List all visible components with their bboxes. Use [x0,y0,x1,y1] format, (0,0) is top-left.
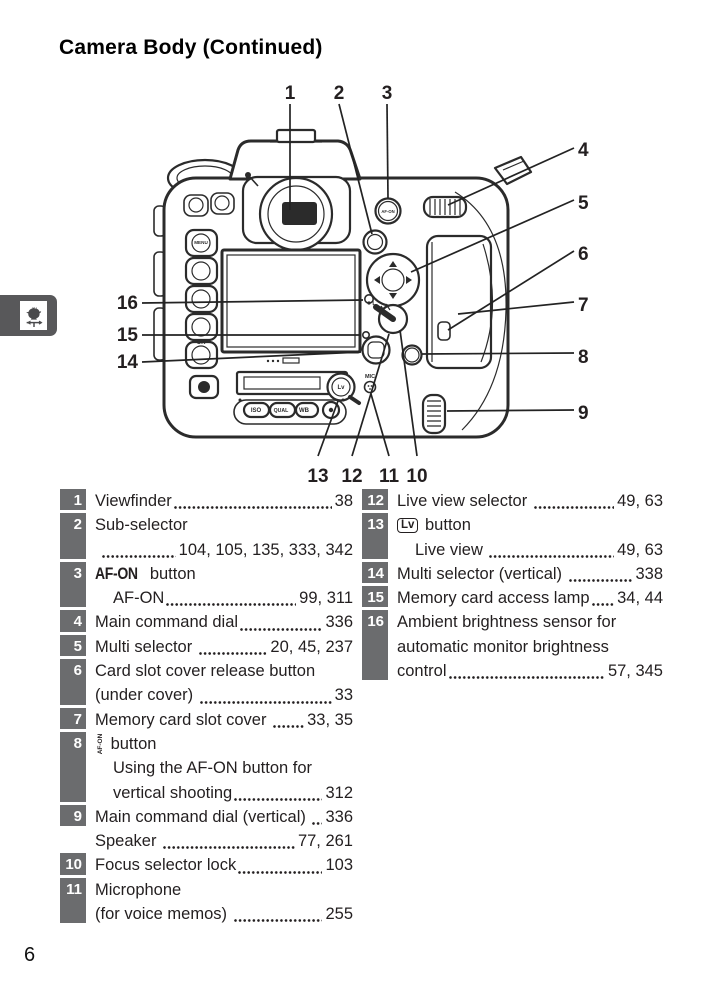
page-reference: 336 [325,807,354,826]
part-item [362,562,663,586]
part-text [388,489,663,513]
part-label: button [420,516,471,535]
dot-leader [569,579,633,582]
part-label: Focus selector lock [95,856,237,875]
part-item [362,610,663,683]
page-reference: 338 [635,564,663,583]
part-number-badge: 2 [60,513,86,559]
part-number-badge: 7 [60,708,86,729]
part-item [60,659,353,708]
part-text [388,586,663,610]
part-line [95,659,353,683]
part-line [95,732,353,756]
diagram-button-label: MENU [194,240,208,245]
part-label: Using the AF-ON button for [113,759,313,778]
part-number-badge: 3 [60,562,86,608]
part-label: button [145,564,196,583]
callout-number: 16 [116,293,138,314]
part-label: Multi selector [95,637,197,656]
page-reference: 103 [325,856,353,875]
part-label: Live view selector [397,492,532,510]
part-item [60,635,353,659]
callout-number: 8 [578,347,589,368]
part-label: Ambient brightness sensor for [397,613,617,632]
badge-column [60,513,86,562]
callout-number: 1 [284,83,296,104]
part-item [60,513,353,562]
diagram-button-label: OK [196,340,206,346]
part-label: Card slot cover release button [95,662,316,681]
page-reference: 57, 345 [607,662,663,681]
dot-leader [102,555,176,558]
badge-column [60,610,86,634]
badge-column [60,489,86,513]
dot-leader [163,846,295,849]
part-number-badge: 12 [362,489,388,510]
part-line [397,635,663,659]
part-text [86,805,353,829]
page-reference: 99, 311 [299,589,353,608]
part-item [60,732,353,805]
callout-number: 13 [307,466,329,487]
af-on-vertical-icon: AF-ON [96,733,104,755]
dot-leader [199,652,268,655]
part-item [60,829,353,853]
callout-number: 3 [381,83,393,104]
part-label: (for voice memos) [95,905,232,924]
part-label: Memory card slot cover [95,710,272,729]
page-number: 6 [24,944,36,966]
callout-number: 2 [333,83,345,104]
callout-number: 7 [578,295,589,316]
part-label: vertical shooting [113,783,233,802]
part-label: control [397,662,447,681]
dot-leader [449,676,605,679]
page-reference: 104, 105, 135, 333, 342 [178,540,353,559]
callout-number: 14 [116,352,138,373]
part-label: button [106,734,157,753]
part-text [388,610,663,683]
dot-leader [166,603,296,606]
part-item [60,805,353,829]
weathervane-icon [20,301,47,330]
badge-column [60,562,86,611]
page-reference: 20, 45, 237 [270,637,353,656]
part-number-badge: 10 [60,853,86,874]
part-number-badge: 14 [362,562,388,583]
part-text [86,829,353,853]
page-reference: 34, 44 [617,589,663,608]
page-reference: 336 [325,613,353,632]
part-number-badge: 5 [60,635,86,656]
page-reference: 49, 63 [617,492,663,510]
part-label: Speaker [95,832,162,851]
badge-column [362,513,388,562]
page-reference: 77, 261 [297,832,353,851]
page-reference: 255 [325,905,353,924]
parts-list-right-column [362,489,663,683]
parts-list-left-column [60,489,353,926]
part-item [60,878,353,927]
diagram-button-label: WB [299,408,309,414]
part-text [86,708,353,732]
part-number-badge: 8 [60,732,86,802]
badge-spacer [60,829,86,850]
dot-leader [592,603,615,606]
part-item [60,708,353,732]
part-label: Memory card access lamp [397,589,590,608]
part-line [95,538,353,562]
dot-leader [489,555,614,558]
part-text [388,562,663,586]
part-number-badge: 11 [60,878,86,924]
part-line [95,489,353,513]
part-line [95,902,353,926]
part-label: automatic monitor brightness [397,637,609,656]
diagram-button-label: MIC [364,374,376,380]
part-label: AF-ON [113,589,165,608]
part-text [388,513,663,562]
part-line [397,659,663,683]
dot-leader [312,822,322,825]
lv-button-icon: Lv [397,518,418,533]
part-line [95,708,353,732]
part-text [86,635,353,659]
diagram-button-label: QUAL [273,408,289,414]
page-title: Camera Body (Continued) [59,36,323,59]
part-number-badge: 6 [60,659,86,705]
part-line [397,489,663,513]
dot-leader [273,725,304,728]
part-number-badge: 9 [60,805,86,826]
part-label: Main command dial [95,613,239,632]
part-item [362,586,663,610]
part-line [397,610,663,634]
part-line [397,562,663,586]
dot-leader [234,798,322,801]
badge-column [362,586,388,610]
af-on-bold-label: AF-ON [95,564,138,583]
page-reference: 38 [334,492,353,510]
page-reference: 49, 63 [617,540,663,559]
dot-leader [534,506,614,509]
diagram-button-label: Lv [337,385,345,391]
part-text [86,659,353,708]
part-line [95,781,353,805]
page-reference: 312 [325,783,353,802]
part-number-badge: 1 [60,489,86,510]
part-item [60,562,353,611]
dot-leader [174,506,332,509]
part-number-badge: 16 [362,610,388,680]
part-text [86,562,353,611]
part-line [397,513,663,537]
part-item [362,513,663,562]
part-label: Microphone [95,880,182,899]
badge-column [60,635,86,659]
badge-column [60,659,86,708]
page-reference: 33, 35 [307,710,353,729]
callout-number: 4 [578,140,589,161]
part-text [86,853,353,877]
diagram-button-label: ISO [250,408,262,414]
chapter-tab [0,295,57,336]
part-text [86,513,353,562]
dot-leader [234,919,323,922]
badge-column [60,732,86,805]
callout-number: 11 [378,466,400,487]
callout-number: 10 [406,466,428,487]
badge-column [60,708,86,732]
part-label: Main command dial (vertical) [95,807,311,826]
part-line [397,538,663,562]
dot-leader [200,701,332,704]
part-label: (under cover) [95,686,198,705]
part-line [95,683,353,707]
part-label: Viewfinder [95,492,172,510]
badge-column [60,805,86,829]
part-text [86,610,353,634]
badge-column [60,853,86,877]
callout-number: 12 [341,466,363,487]
part-item [60,610,353,634]
camera-line-art [117,83,589,487]
part-line [95,805,353,829]
part-number-badge: 15 [362,586,388,607]
diagram-button-label: L [372,301,376,307]
dot-leader [240,628,322,631]
part-text [86,878,353,927]
part-number-badge: 4 [60,610,86,631]
diagram-button-label: AF-ON [381,209,395,214]
page-reference: 33 [334,686,353,705]
part-label: Sub-selector [95,516,188,535]
part-item [60,853,353,877]
part-item [60,489,353,513]
part-label: Multi selector (vertical) [397,564,567,583]
part-line [95,829,353,853]
callout-number: 5 [578,193,589,214]
part-line [95,635,353,659]
part-line [95,853,353,877]
part-number-badge: 13 [362,513,388,559]
badge-column [60,829,86,853]
part-line [397,586,663,610]
callout-number: 15 [116,325,138,346]
part-line [95,756,353,780]
part-line [95,586,353,610]
callout-number: 9 [578,403,589,424]
badge-column [362,610,388,683]
part-line [95,562,353,586]
part-text [86,732,353,805]
part-line [95,878,353,902]
badge-column [60,878,86,927]
badge-column [362,562,388,586]
part-line [95,513,353,537]
part-line [95,610,353,634]
part-text [86,489,353,513]
part-label: Live view [415,540,488,559]
dot-leader [238,871,322,874]
callout-number: 6 [578,244,589,265]
part-item [362,489,663,513]
badge-column [362,489,388,513]
